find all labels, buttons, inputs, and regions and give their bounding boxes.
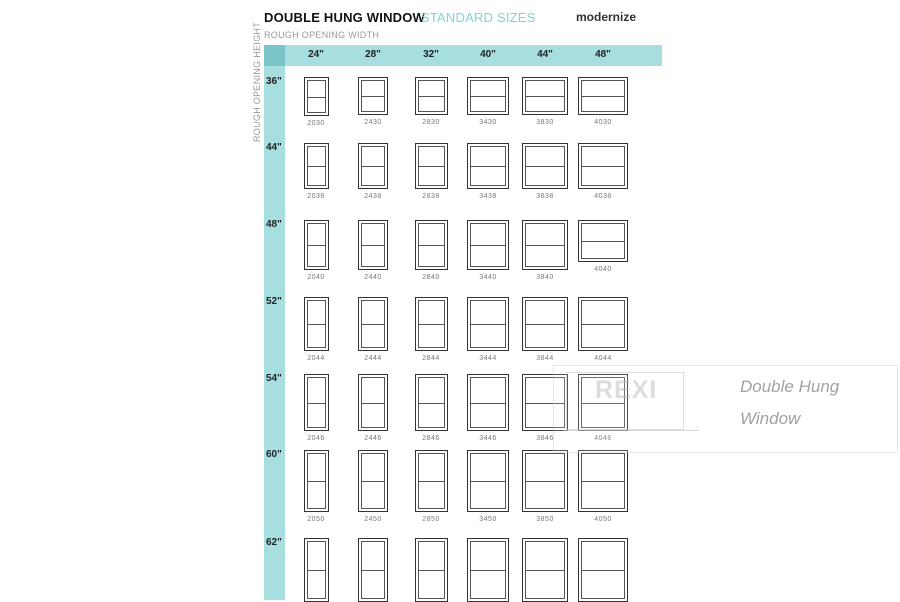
window-sash-frame [361, 223, 385, 267]
window-meeting-rail [526, 245, 564, 246]
window-diagram [304, 143, 329, 189]
window-size-code: 3846 [536, 435, 554, 442]
column-header: 28" [365, 49, 381, 60]
window-size-code: 2830 [422, 119, 440, 126]
window-diagram [578, 450, 628, 512]
window-size-code: 3450 [479, 516, 497, 523]
window-sash-frame [470, 300, 506, 348]
window-sash-frame [418, 80, 445, 112]
window-diagram [304, 538, 329, 602]
window-meeting-rail [471, 481, 505, 482]
row-header: 36" [266, 76, 282, 87]
window-diagram [304, 450, 329, 512]
window-size-code: 2430 [364, 119, 382, 126]
column-header: 44" [537, 49, 553, 60]
window-meeting-rail [419, 96, 444, 97]
window-diagram [522, 220, 568, 270]
window-sash-frame [418, 541, 445, 599]
window-sash-frame [361, 300, 385, 348]
window-meeting-rail [526, 570, 564, 571]
window-meeting-rail [582, 324, 624, 325]
watermark-divider [563, 430, 699, 431]
window-sash-frame [418, 300, 445, 348]
brand-logo: modernize [576, 10, 637, 24]
window-diagram [304, 374, 329, 431]
window-sash-frame [525, 453, 565, 509]
window-sash-frame [361, 453, 385, 509]
window-size-code: 4050 [594, 516, 612, 523]
window-diagram [304, 297, 329, 351]
window-size-code: 2444 [364, 355, 382, 362]
row-header: 44" [266, 142, 282, 153]
window-diagram [358, 374, 388, 431]
window-size-code: 2046 [307, 435, 325, 442]
window-diagram [415, 77, 448, 115]
window-sash-frame [418, 453, 445, 509]
window-diagram [578, 77, 628, 115]
window-sash-frame [470, 80, 506, 112]
window-meeting-rail [419, 481, 444, 482]
row-header: 48" [266, 219, 282, 230]
window-meeting-rail [419, 403, 444, 404]
watermark-text-line2: Window [740, 409, 801, 428]
window-meeting-rail [471, 403, 505, 404]
window-size-code: 3850 [536, 516, 554, 523]
window-sash-frame [307, 146, 326, 186]
window-meeting-rail [526, 96, 564, 97]
window-sash-frame [307, 80, 326, 113]
watermark-logo: REXI [595, 376, 658, 404]
window-size-code: 4040 [594, 266, 612, 273]
window-sash-frame [307, 300, 326, 348]
window-diagram [415, 143, 448, 189]
window-size-code: 2850 [422, 516, 440, 523]
window-diagram [522, 297, 568, 351]
window-meeting-rail [471, 245, 505, 246]
header-corner [264, 45, 285, 66]
document-subtitle: STANDARD SIZES [421, 10, 536, 25]
window-size-code: 2838 [422, 193, 440, 200]
window-sash-frame [581, 541, 625, 599]
window-sash-frame [307, 223, 326, 267]
column-header: 40" [480, 49, 496, 60]
window-diagram [578, 143, 628, 189]
window-size-code: 4046 [594, 435, 612, 442]
window-sash-frame [361, 146, 385, 186]
window-size-code: 3446 [479, 435, 497, 442]
column-header: 48" [595, 49, 611, 60]
window-sash-frame [581, 146, 625, 186]
window-diagram [358, 77, 388, 115]
window-size-code: 2844 [422, 355, 440, 362]
window-size-code: 3444 [479, 355, 497, 362]
window-diagram [415, 297, 448, 351]
window-sash-frame [470, 453, 506, 509]
window-size-code: 3844 [536, 355, 554, 362]
window-meeting-rail [419, 570, 444, 571]
window-size-code: 2044 [307, 355, 325, 362]
window-sash-frame [581, 300, 625, 348]
window-diagram [467, 143, 509, 189]
window-sash-frame [307, 541, 326, 599]
window-size-code: 3830 [536, 119, 554, 126]
window-diagram [467, 220, 509, 270]
window-diagram [304, 220, 329, 270]
window-meeting-rail [526, 481, 564, 482]
window-diagram [358, 538, 388, 602]
window-sash-frame [307, 377, 326, 428]
row-header: 54" [266, 373, 282, 384]
window-sash-frame [361, 541, 385, 599]
window-meeting-rail [362, 481, 384, 482]
window-diagram [467, 450, 509, 512]
window-size-code: 3430 [479, 119, 497, 126]
window-meeting-rail [362, 324, 384, 325]
window-meeting-rail [582, 166, 624, 167]
window-size-code: 2846 [422, 435, 440, 442]
window-diagram [358, 297, 388, 351]
window-diagram [358, 220, 388, 270]
column-header: 32" [423, 49, 439, 60]
window-diagram [467, 538, 509, 602]
window-sash-frame [525, 541, 565, 599]
window-meeting-rail [362, 570, 384, 571]
window-meeting-rail [471, 324, 505, 325]
column-header: 24" [308, 49, 324, 60]
window-meeting-rail [308, 481, 325, 482]
window-meeting-rail [308, 403, 325, 404]
window-diagram [415, 450, 448, 512]
window-diagram [415, 538, 448, 602]
window-size-code: 4030 [594, 119, 612, 126]
window-sash-frame [525, 300, 565, 348]
window-meeting-rail [419, 324, 444, 325]
window-meeting-rail [471, 96, 505, 97]
window-diagram [358, 143, 388, 189]
window-size-code: 3438 [479, 193, 497, 200]
window-sash-frame [418, 146, 445, 186]
window-sash-frame [581, 80, 625, 112]
window-size-code: 2450 [364, 516, 382, 523]
row-header: 60" [266, 449, 282, 460]
window-meeting-rail [308, 570, 325, 571]
window-sash-frame [581, 223, 625, 259]
window-meeting-rail [471, 166, 505, 167]
window-meeting-rail [419, 166, 444, 167]
window-diagram [415, 220, 448, 270]
height-axis-label: ROUGH OPENING HEIGHT [252, 21, 262, 142]
window-meeting-rail [308, 97, 325, 98]
window-meeting-rail [526, 166, 564, 167]
window-diagram [578, 297, 628, 351]
window-size-code: 2440 [364, 274, 382, 281]
window-size-code: 4044 [594, 355, 612, 362]
watermark-text-line1: Double Hung [740, 377, 840, 396]
window-sash-frame [581, 453, 625, 509]
window-diagram [467, 77, 509, 115]
window-diagram [522, 538, 568, 602]
row-header: 52" [266, 296, 282, 307]
window-size-code: 2050 [307, 516, 325, 523]
window-size-code: 2040 [307, 274, 325, 281]
window-size-code: 4038 [594, 193, 612, 200]
window-diagram [578, 538, 628, 602]
width-axis-label: ROUGH OPENING WIDTH [264, 30, 380, 40]
window-meeting-rail [582, 241, 624, 242]
window-sash-frame [525, 146, 565, 186]
window-sash-frame [525, 80, 565, 112]
window-diagram [467, 297, 509, 351]
document-title: DOUBLE HUNG WINDOW [264, 10, 426, 25]
window-diagram [522, 450, 568, 512]
window-sash-frame [418, 377, 445, 428]
window-size-code: 3440 [479, 274, 497, 281]
window-sash-frame [361, 80, 385, 112]
window-meeting-rail [362, 245, 384, 246]
window-meeting-rail [308, 245, 325, 246]
window-size-code: 3840 [536, 274, 554, 281]
row-header: 62" [266, 537, 282, 548]
window-meeting-rail [582, 570, 624, 571]
window-sash-frame [470, 223, 506, 267]
window-meeting-rail [362, 96, 384, 97]
window-size-code: 2038 [307, 193, 325, 200]
window-size-code: 2438 [364, 193, 382, 200]
window-meeting-rail [419, 245, 444, 246]
window-sash-frame [470, 146, 506, 186]
window-meeting-rail [582, 96, 624, 97]
window-meeting-rail [526, 324, 564, 325]
window-sash-frame [470, 377, 506, 428]
window-meeting-rail [582, 481, 624, 482]
window-sash-frame [418, 223, 445, 267]
window-size-code: 2840 [422, 274, 440, 281]
window-meeting-rail [308, 324, 325, 325]
window-diagram [304, 77, 329, 116]
window-size-code: 2030 [307, 120, 325, 127]
window-diagram [415, 374, 448, 431]
window-meeting-rail [362, 166, 384, 167]
window-diagram [522, 77, 568, 115]
window-diagram [578, 220, 628, 262]
window-sash-frame [525, 223, 565, 267]
window-sash-frame [470, 541, 506, 599]
window-diagram [467, 374, 509, 431]
window-diagram [358, 450, 388, 512]
window-sash-frame [361, 377, 385, 428]
window-meeting-rail [362, 403, 384, 404]
window-meeting-rail [308, 166, 325, 167]
window-diagram [522, 143, 568, 189]
window-size-code: 2446 [364, 435, 382, 442]
window-meeting-rail [471, 570, 505, 571]
window-sash-frame [307, 453, 326, 509]
window-size-code: 3838 [536, 193, 554, 200]
